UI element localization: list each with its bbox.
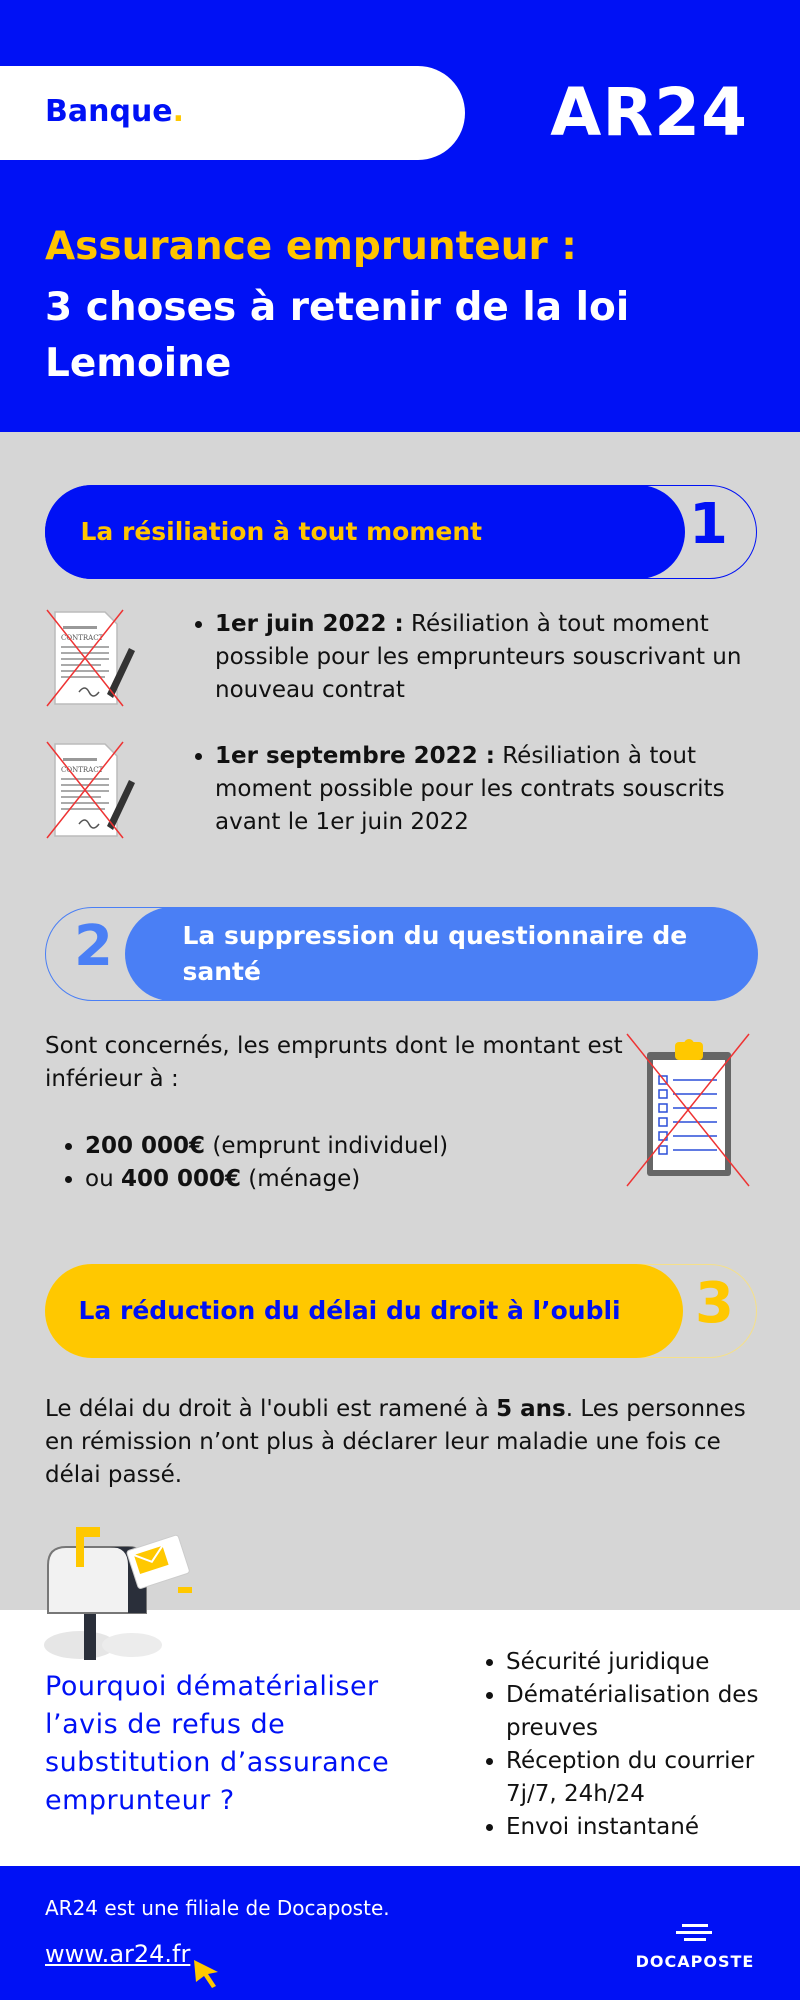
mailbox-icon	[40, 1525, 210, 1660]
section2-number: 2	[74, 914, 113, 979]
crossed-clipboard-icon	[625, 1030, 755, 1190]
svg-text:CONTRACT: CONTRACT	[61, 766, 104, 774]
docaposte-label: DOCAPOSTE	[635, 1952, 755, 1971]
svg-text:CONTRACT: CONTRACT	[61, 634, 104, 642]
list-item: • Réception du courrier 7j/7, 24h/24	[506, 1745, 786, 1811]
brand-label: Banque.	[45, 94, 185, 129]
list-item: • 200 000€ (emprunt individuel)	[85, 1130, 448, 1163]
list-item: • Envoi instantané	[506, 1811, 786, 1844]
card-title: Pourquoi dématérialiser l’avis de refus de substitution d’assurance emprunteur ?	[45, 1671, 390, 1816]
list-item: • Dématérialisation des preuves	[506, 1679, 786, 1745]
list-item: • ou 400 000€ (ménage)	[85, 1163, 448, 1196]
page-title-line2: 3 choses à retenir de la loi Lemoine	[45, 285, 630, 386]
header	[0, 0, 800, 432]
section2-intro: Sont concernés, les emprunts dont le montant est inférieur à :	[45, 1033, 623, 1092]
list-item	[45, 608, 760, 718]
ar24-logo: AR24	[550, 74, 748, 151]
crossed-contract-icon	[45, 608, 137, 708]
website-link[interactable]: www.ar24.fr	[45, 1940, 191, 1968]
docaposte-mark-icon	[630, 1918, 760, 1948]
bullet-item: • 1er septembre 2022 : Résiliation à tout moment possible pour les contrats souscrits avant le 1er juin 2022	[215, 740, 797, 839]
section3-header	[45, 1264, 757, 1358]
section2-header	[45, 907, 757, 1001]
section3-number: 3	[695, 1271, 734, 1336]
page-title-line1: Assurance emprunteur :	[45, 224, 577, 269]
docaposte-logo	[630, 1918, 760, 1978]
bullet-item: • 1er juin 2022 : Résiliation à tout moment possible pour les emprunteurs souscrivant un nouveau contrat	[215, 608, 797, 707]
section1-title: La résiliation à tout moment	[45, 485, 685, 579]
section3-text: Le délai du droit à l'oubli est ramené à 5 ans. Les personnes en rémission n’ont plus à déclarer leur maladie une fois ce délai passé.	[45, 1396, 746, 1488]
list-item	[45, 740, 760, 850]
list-item: • Sécurité juridique	[506, 1646, 786, 1679]
section1-header	[45, 485, 757, 579]
section2-list	[85, 1130, 448, 1196]
section1-number: 1	[689, 492, 728, 557]
section3-title: La réduction du délai du droit à l’oubli	[45, 1264, 683, 1358]
footer	[0, 1866, 800, 2000]
section2-title: La suppression du questionnaire de santé	[125, 907, 758, 1001]
benefits-list	[506, 1646, 786, 1844]
crossed-contract-icon	[45, 740, 137, 840]
footer-note: AR24 est une filiale de Docaposte.	[45, 1896, 390, 1920]
cursor-icon	[192, 1958, 222, 1990]
brand-pill	[0, 66, 465, 160]
